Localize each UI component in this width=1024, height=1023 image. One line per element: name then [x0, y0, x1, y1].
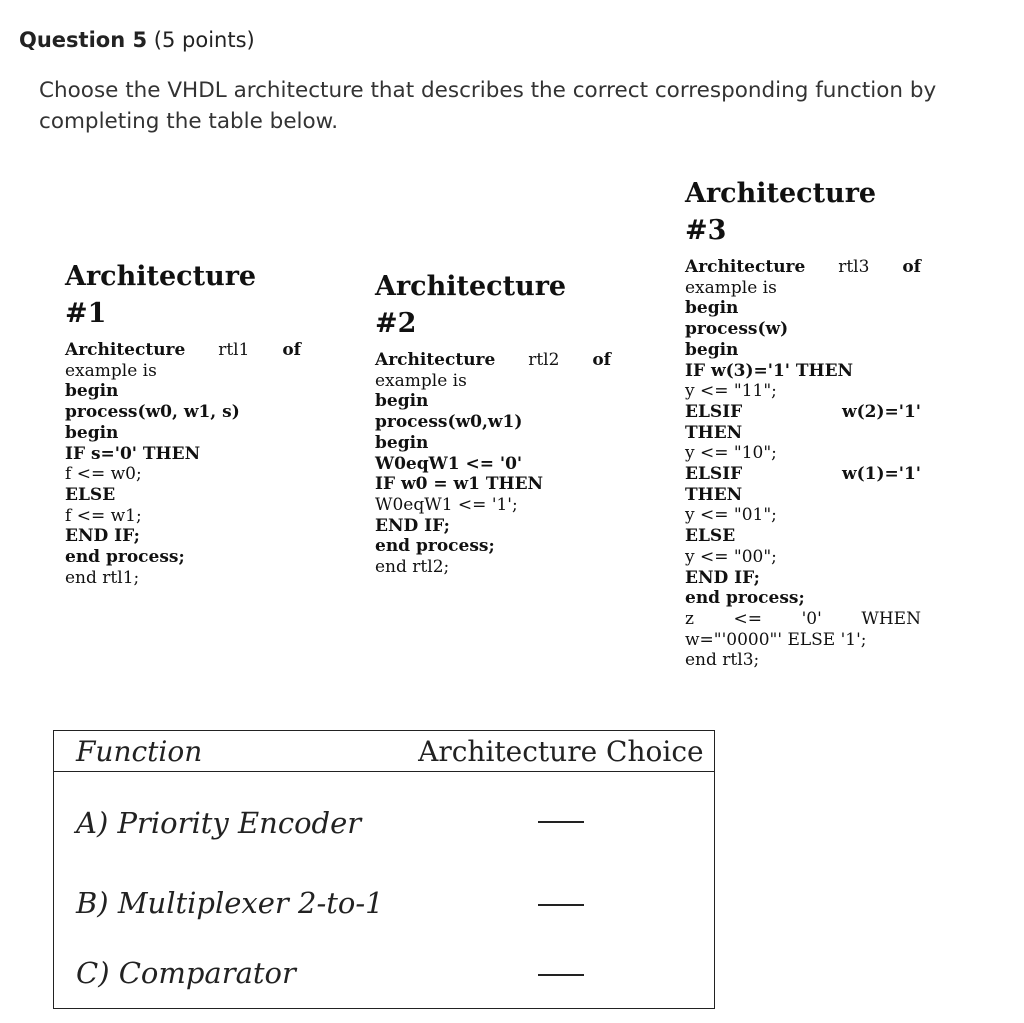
architecture-1-block [65, 258, 301, 588]
blank-line [538, 974, 584, 976]
code-line: begin [65, 381, 119, 402]
question-text: Choose the VHDL architecture that describes the correct corresponding function by completing the table below. [39, 78, 937, 134]
code-line: end rtl3; [685, 650, 760, 671]
question-points: (5 points) [153, 28, 255, 52]
code-line: w="'0000"' ELSE '1'; [685, 629, 867, 650]
code-line: f <= w1; [65, 505, 142, 526]
code-token: Architecture [685, 257, 806, 277]
code-line: begin [685, 339, 739, 360]
code-line: process(w0, w1, s) [65, 402, 240, 423]
answer-blank[interactable] [408, 868, 715, 938]
answer-blank[interactable] [408, 938, 715, 1009]
code-line [65, 340, 301, 361]
code-line: END IF; [375, 515, 450, 536]
code-line: y <= "10"; [685, 443, 777, 464]
code-line: y <= "01"; [685, 505, 777, 526]
code-token: WHEN [861, 608, 921, 629]
code-line [685, 257, 921, 278]
architecture-3-code [685, 257, 921, 671]
table-row [54, 772, 715, 869]
architecture-choice-table [53, 730, 715, 1009]
code-line: process(w) [685, 319, 789, 340]
table-row [54, 868, 715, 938]
code-line: end rtl1; [65, 567, 140, 588]
code-line: end process; [65, 547, 185, 568]
code-token: <= [733, 608, 763, 629]
code-line: example is [65, 360, 157, 381]
architecture-2-title: Architecture #2 [375, 271, 567, 339]
code-line [685, 464, 921, 485]
code-token: of [902, 257, 921, 277]
function-label: C) Comparator [76, 956, 296, 990]
code-line: example is [685, 277, 777, 298]
code-line: END IF; [65, 526, 140, 547]
code-line: end process; [375, 536, 495, 557]
architecture-3-title: Architecture #3 [685, 178, 877, 246]
code-line: example is [375, 370, 467, 391]
function-label: B) Multiplexer 2-to-1 [76, 886, 384, 920]
code-line: IF w(3)='1' THEN [685, 360, 854, 381]
code-token: Architecture [375, 350, 496, 370]
code-line: f <= w0; [65, 464, 142, 485]
code-line: IF w0 = w1 THEN [375, 474, 544, 495]
code-token: z [685, 608, 694, 629]
code-token: rtl1 [218, 340, 250, 360]
code-line: y <= "11"; [685, 381, 777, 402]
architecture-3-block [685, 175, 921, 671]
function-label: A) Priority Encoder [76, 806, 362, 840]
code-line: end rtl2; [375, 557, 450, 578]
code-token: ELSIF [685, 401, 743, 422]
table-header-row [54, 731, 715, 772]
code-token: rtl2 [528, 350, 560, 370]
architecture-2-code [375, 350, 611, 578]
code-token: rtl3 [838, 257, 870, 277]
code-line: y <= "00"; [685, 546, 777, 567]
architecture-1-code [65, 340, 301, 588]
code-line: begin [375, 391, 429, 412]
header-architecture-choice: Architecture Choice [408, 731, 715, 772]
code-token: of [282, 340, 301, 360]
code-line: END IF; [685, 567, 760, 588]
architecture-2-block [375, 268, 611, 578]
code-token: of [592, 350, 611, 370]
code-line: ELSE [685, 526, 736, 547]
code-token: ELSIF [685, 464, 743, 485]
question-title [19, 28, 255, 52]
code-line [685, 609, 921, 630]
code-line [685, 402, 921, 423]
code-line: W0eqW1 <= '1'; [375, 494, 518, 515]
code-token: w(2)='1' [841, 401, 921, 422]
code-line: begin [65, 422, 119, 443]
code-line: W0eqW1 <= '0' [375, 453, 523, 474]
code-line: end process; [685, 588, 805, 609]
architecture-1-title: Architecture #1 [65, 261, 257, 329]
code-line: begin [685, 298, 739, 319]
code-token: Architecture [65, 340, 186, 360]
table-row [54, 938, 715, 1009]
answer-blank[interactable] [408, 772, 715, 869]
code-line: ELSE [65, 484, 116, 505]
blank-line [538, 904, 584, 906]
code-line: IF s='0' THEN [65, 443, 201, 464]
code-line: begin [375, 432, 429, 453]
code-token: w(1)='1' [841, 464, 921, 485]
code-token: '0' [801, 608, 822, 629]
header-function: Function [54, 731, 408, 772]
blank-line [538, 821, 584, 823]
code-line: process(w0,w1) [375, 412, 523, 433]
question-number: Question 5 [19, 28, 148, 52]
code-line: THEN [685, 422, 743, 443]
code-line [375, 350, 611, 371]
code-line: THEN [685, 484, 743, 505]
